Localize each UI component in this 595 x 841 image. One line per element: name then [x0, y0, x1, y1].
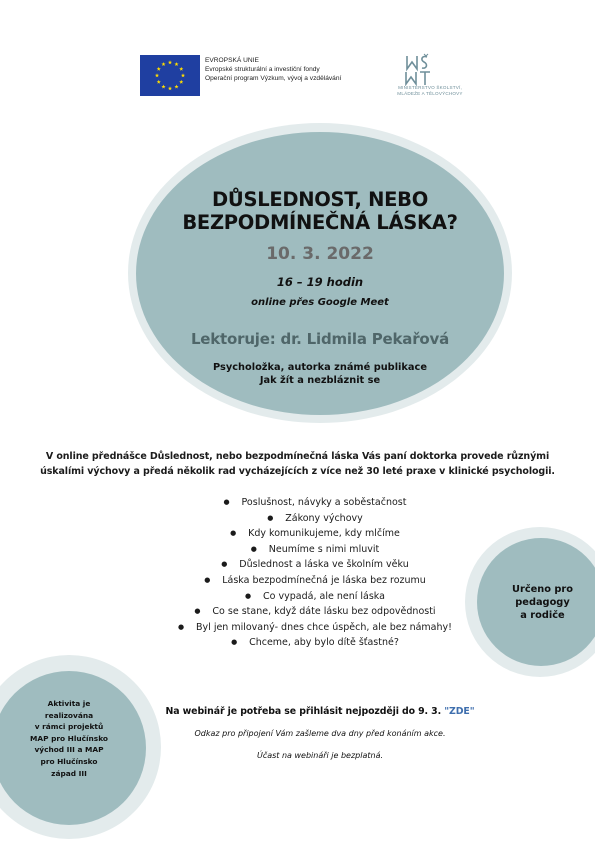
eu-line-2: Evropské strukturální a investiční fondy: [205, 66, 320, 74]
event-time: 16 – 19 hodin: [276, 275, 364, 289]
registration-text: [130, 706, 510, 717]
profession-line-1: Psycholožka, autorka známé publikace: [212, 362, 427, 373]
event-platform: online přes Google Meet: [251, 297, 389, 308]
audience-text: [490, 583, 595, 622]
eu-flag-icon: [140, 55, 200, 96]
topic-text: Byl jen milovaný- dnes chce úspěch, ale bez námahy!: [196, 621, 452, 633]
bullet-icon: ●: [250, 544, 257, 553]
topic-text: Důslednost a láska ve školním věku: [239, 559, 409, 571]
topic-text: Zákony výchovy: [285, 512, 363, 524]
intro-paragraph: [40, 450, 555, 479]
activity-line-3: v rámci projektů: [34, 722, 104, 732]
list-item: [150, 573, 480, 589]
list-item: [150, 635, 480, 651]
topic-text: Co se stane, když dáte lásku bez odpovědnosti: [212, 606, 436, 618]
msmt-caption-line-2: MLÁDEŽE A TĚLOVÝCHOVY: [397, 90, 463, 96]
event-title-line-2: BEZPODMÍNEČNÁ LÁSKA?: [182, 211, 458, 234]
lecturer-profession: [140, 361, 500, 387]
intro-line-1: V online přednášce Důslednost, nebo bezpodmínečná láska Vás paní doktorka provede různými: [45, 451, 550, 462]
free-note: Účast na webináři je bezplatná.: [256, 751, 384, 760]
event-title-line-1: DŮSLEDNOST, NEBO: [212, 188, 428, 211]
bullet-icon: ●: [178, 622, 185, 631]
msmt-caption-line-1: MINISTERSTVO ŠKOLSTVÍ,: [398, 85, 462, 90]
bullet-icon: ●: [221, 560, 228, 569]
event-lecturer: Lektoruje: dr. Lidmila Pekařová: [190, 330, 450, 348]
list-item: [150, 557, 480, 573]
list-item: [150, 604, 480, 620]
topics-list: [150, 495, 480, 651]
activity-line-2: realizována: [44, 710, 94, 720]
list-item: [150, 589, 480, 605]
event-date: 10. 3. 2022: [266, 244, 374, 264]
bullet-icon: ●: [204, 575, 211, 584]
registration-link[interactable]: "ZDE": [444, 706, 475, 717]
intro-line-2: úskalími výchovy a předá několik rad vycházejících z více než 30 leté praxe v klinické psychologii.: [40, 465, 555, 477]
activity-line-7: západ III: [51, 768, 87, 778]
bullet-icon: ●: [231, 638, 238, 647]
event-title: [140, 188, 500, 234]
audience-line-1: Určeno pro: [512, 584, 573, 595]
list-item: [150, 511, 480, 527]
eu-logo-text: [205, 56, 341, 84]
topic-text: Co vypadá, ale není láska: [263, 590, 385, 602]
activity-line-4: MAP pro Hlučínsko: [30, 733, 108, 743]
bullet-icon: ●: [194, 607, 201, 616]
topic-text: Poslušnost, návyky a soběstačnost: [241, 497, 407, 508]
audience-line-3: a rodiče: [520, 610, 565, 621]
eu-line-3: Operační program Výzkum, vývoj a vzdělávání: [205, 75, 342, 83]
list-item: [150, 620, 480, 636]
activity-line-5: východ III a MAP: [34, 745, 104, 755]
audience-line-2: pedagogy: [515, 597, 570, 608]
link-note: Odkaz pro připojení Vám zašleme dva dny před konáním akce.: [194, 729, 446, 738]
activity-line-6: pro Hlučínsko: [40, 756, 98, 766]
bullet-icon: ●: [223, 498, 230, 506]
list-item: [150, 526, 480, 542]
bullet-icon: ●: [230, 529, 237, 538]
list-item: [150, 542, 480, 558]
list-item: [150, 495, 480, 511]
bullet-icon: ●: [267, 513, 274, 522]
msmt-caption: [380, 85, 480, 97]
activity-line-1: Aktivita je: [47, 699, 91, 708]
eu-line-1: EVROPSKÁ UNIE: [205, 57, 259, 64]
registration-deadline: Na webinář je potřeba se přihlásit nejpozději do 9. 3.: [165, 706, 445, 717]
topic-text: Chceme, aby bylo dítě šťastné?: [249, 637, 399, 649]
topic-text: Neumíme s nimi mluvit: [268, 543, 380, 555]
bullet-icon: ●: [245, 591, 252, 600]
profession-line-2: Jak žít a nezbláznit se: [259, 375, 381, 386]
activity-text: [10, 698, 128, 779]
topic-text: Kdy komunikujeme, kdy mlčíme: [248, 528, 400, 540]
topic-text: Láska bezpodmínečná je láska bez rozumu: [222, 574, 426, 586]
